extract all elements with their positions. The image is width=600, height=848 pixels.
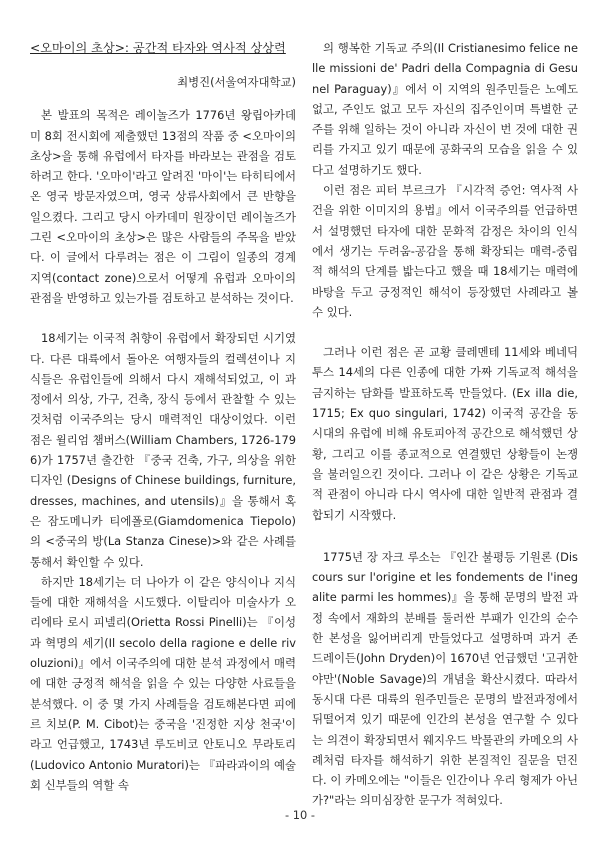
paragraph: 18세기는 이국적 취향이 유럽에서 확장되던 시기였다. 다른 대륙에서 돌아온 여행자들의 컬렉션이나 지식들은 유럽인들에 의해서 다시 재해석되었고, 이 과정에서 의상, 가구, 건축, 장식 등에서 관찰할 수 있는 것처럼 이국주의는 당시 매력적인 대상이었다. 이런 점은 윌리엄 챔버스(William Chambers, 1726-1796)가 1757년 출간한 『중국 건축, 가구, 의상을 위한 디자인 (Designs of Chinese buildings, furniture, dresses, machines, and utensils)』을 통해서 혹은 잠도메니카 티에폴로(Giamdomenica Tiepolo)의 <중국의 방(La Stanza Cinese)>와 같은 사례를 통해서 확인할 수 있다. (30, 331, 296, 569)
paragraph: 의 행복한 기독교 주의(Il Cristianesimo felice nelle missioni de' Padri della Compagnia di Gesu nel Paraguay)』에서 이 지역의 원주민들은 노예도 없고, 주인도 없고 모두 자신의 집주인이며 특별한 군주를 위해 일하는 것이 아니라 자신이 번 것에 대한 권리를 가지고 있기 때문에 공화국의 모습을 읽을 수 있다고 설명하기도 했다. (312, 41, 578, 177)
page-number: - 10 - (285, 808, 315, 822)
paper-title: <오마이의 초상>: 공간적 타자와 역사적 상상력 (30, 41, 286, 55)
author-affiliation: 최병진(서울여자대학교) (177, 75, 296, 89)
paragraph: 하지만 18세기는 더 나아가 이 같은 양식이나 지식들에 대한 재해석을 시도했다. 이탈리아 미술사가 오리에타 로시 피넬리(Orietta Rossi Pinelli)는 『이성과 혁명의 세기(Il secolo della ragione e delle rivoluzioni)』에서 이국주의에 대한 분석 과정에서 매력에 대한 긍정적 해석을 읽을 수 있는 다양한 사료들을 분석했다. 이 중 몇 가지 사례들을 검토해본다면 피에르 치보(P. M. Cibot)는 중국을 '진정한 지상 천국'이라고 언급했고, 1743년 루도비코 안토니오 무라토리(Ludovico Antonio Muratori)는 『파라과이의 예술회 신부들의 역할 속 (30, 574, 296, 792)
paragraph: 그러나 이런 점은 곧 교황 클레멘테 11세와 베네딕투스 14세의 다른 인종에 대한 가짜 기독교적 해석을 금지하는 담화를 발표하도록 만들었다. (Ex illa die, 1715; Ex quo singulari, 1742) 이국적 공간을 동시대의 유럽에 비해 유토피아적 공간으로 해석했던 상황, 그리고 이를 종교적으로 연결했던 상황들이 논쟁을 불러일으킨 것이다. 그러나 이 같은 상황은 기독교적 관점이 아니라 다시 역사에 대한 일반적 관점과 결합되기 시작했다. (312, 345, 578, 522)
paragraph: 1775년 장 자크 루소는 『인간 불평등 기원론 (Discours sur l'origine et les fondements de l'inegalite parmi les hommes)』을 통해 문명의 발전 과정 속에서 재화의 분배를 둘러싼 부패가 인간의 순수한 본성을 잃어버리게 만들었다고 설명하며 과거 존 드레이든(John Dryden)이 1670년 언급했던 '고귀한 야만'(Noble Savage)의 개념을 확산시켰다. 따라서 동시대 다른 대륙의 원주민들은 문명의 발전과정에서 뒤떨어져 있기 때문에 인간의 본성을 연구할 수 있다는 의견이 확장되면서 웨지우드 박물관의 카메오의 사례처럼 타자를 해석하기 위한 본질적인 질문을 던진다. 이 카메오에는 "이들은 인간이나 우리 형제가 아닌가?"라는 의미심장한 문구가 적혀있다. (312, 549, 578, 808)
right-column (312, 38, 578, 811)
left-column (30, 38, 296, 795)
paragraph: 본 발표의 목적은 레이놀즈가 1776년 왕립아카데미 8회 전시회에 제출했던 13점의 작품 중 <오마이의 초상>을 통해 유럽에서 타자를 바라보는 관점을 검토하려고 한다. '오마이'라고 알려진 '마이'는 타히티에서 온 영국 방문자였으며, 영국 상류사회에서 큰 반향을 일으켰다. 그리고 당시 아카데미 원장이던 레이놀즈가 그린 <오마이의 초상>은 많은 사람들의 주목을 받았다. 이 글에서 다루려는 점은 이 그림이 일종의 경계 지역(contact zone)으로서 어떻게 유럽과 오마이의 관점을 반영하고 있는가를 검토하고 분석하는 것이다. (30, 108, 296, 305)
paragraph: 이런 점은 피터 부르크가 『시각적 증언: 역사적 사건을 위한 이미지의 용법』에서 이국주의를 언급하면서 설명했던 타자에 대한 문화적 감정은 차이의 인식에서 생기는 두려움-공감을 통해 확장되는 매력-중립적 해석의 단계를 밟는다고 했을 때 18세기는 매력에 바탕을 두고 긍정적인 해석이 등장했던 사례라고 볼 수 있다. (312, 183, 578, 319)
